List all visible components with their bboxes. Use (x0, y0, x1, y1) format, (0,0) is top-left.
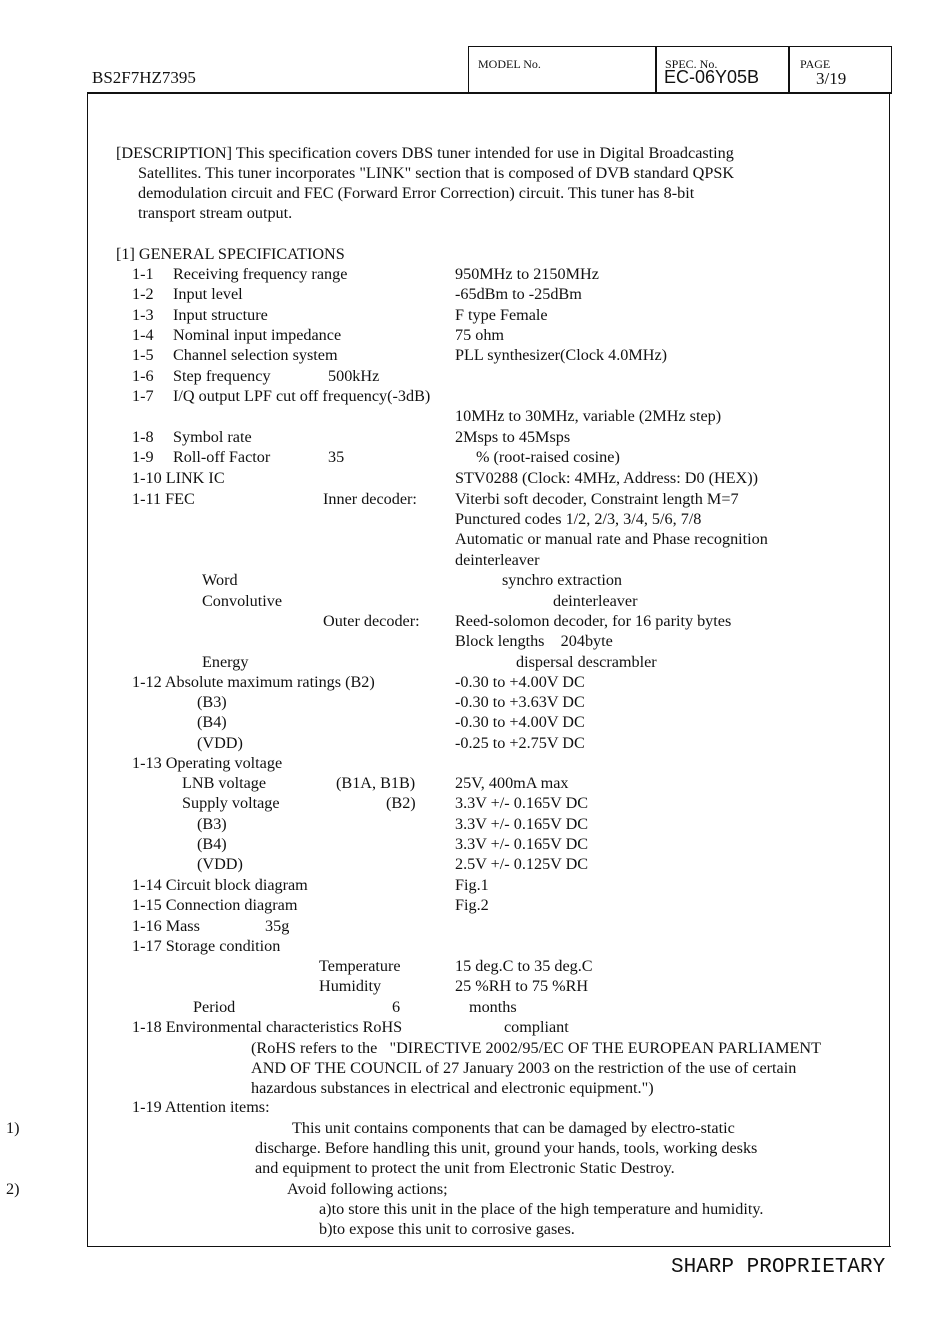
attention-marker: 1) (6, 1119, 20, 1137)
spec-num: 1-1 (132, 265, 154, 283)
spec-label: (B4) (197, 835, 227, 853)
spec-label: (VDD) (197, 734, 243, 752)
spec-value: Block lengths 204byte (455, 632, 613, 650)
spec-label: 1-16 Mass (132, 917, 200, 935)
spec-label: (B1A, B1B) (336, 774, 416, 792)
spec-value: Reed-solomon decoder, for 16 parity bytes (455, 612, 732, 630)
spec-value: 15 deg.C to 35 deg.C (455, 957, 593, 975)
spec-value: synchro extraction (502, 571, 623, 589)
spec-label: 1-15 Connection diagram (132, 896, 298, 914)
spec-value: compliant (504, 1018, 569, 1036)
spec-label: Word (202, 571, 238, 589)
spec-value: 6 (392, 998, 401, 1016)
spec-value: Automatic or manual rate and Phase recognition (455, 530, 768, 548)
spec-value: Fig.2 (455, 896, 489, 914)
spec-label: 1-11 FEC (132, 490, 195, 508)
model-number-label: MODEL No. (478, 57, 541, 71)
page-label: PAGE (800, 57, 831, 71)
spec-num: 1-9 (132, 448, 154, 466)
spec-value: -0.30 to +4.00V DC (455, 713, 585, 731)
spec-label: Step frequency (173, 367, 271, 385)
spec-label: 1-13 Operating voltage (132, 754, 283, 772)
fec-inner-label: Inner decoder: (323, 490, 417, 508)
rohs-note: hazardous substances in electrical and electronic equipment.") (251, 1079, 654, 1097)
spec-value: 2Msps to 45Msps (455, 428, 571, 446)
spec-num: 1-7 (132, 387, 154, 405)
spec-value: Fig.1 (455, 876, 489, 894)
rohs-note: AND OF THE COUNCIL of 27 January 2003 on the restriction of the use of certain (251, 1059, 797, 1077)
spec-num: 1-2 (132, 285, 154, 303)
spec-label: Input structure (173, 306, 268, 324)
fec-outer-label: Outer decoder: (323, 612, 420, 630)
spec-num: 1-4 (132, 326, 154, 344)
spec-label: 1-19 Attention items: (132, 1098, 270, 1116)
attention-text: a)to store this unit in the place of the high temperature and humidity. (319, 1200, 764, 1218)
spec-value: Punctured codes 1/2, 2/3, 3/4, 5/6, 7/8 (455, 510, 702, 528)
spec-num: 1-8 (132, 428, 154, 446)
spec-value: Viterbi soft decoder, Constraint length M=7 (455, 490, 739, 508)
model-number-box (468, 46, 657, 94)
spec-label: 1-17 Storage condition (132, 937, 281, 955)
spec-value: 3.3V +/- 0.165V DC (455, 794, 589, 812)
spec-label: LNB voltage (182, 774, 267, 792)
spec-value: PLL synthesizer(Clock 4.0MHz) (455, 346, 668, 364)
spec-value: % (root-raised cosine) (476, 448, 620, 466)
document-id: BS2F7HZ7395 (92, 68, 196, 87)
spec-label: Temperature (319, 957, 401, 975)
spec-label: Receiving frequency range (173, 265, 348, 283)
spec-number-label: SPEC. No. (665, 57, 718, 71)
spec-label: Nominal input impedance (173, 326, 342, 344)
spec-value: 2.5V +/- 0.125V DC (455, 855, 589, 873)
spec-label: Channel selection system (173, 346, 338, 364)
spec-num: 1-3 (132, 306, 154, 324)
spec-value: 3.3V +/- 0.165V DC (455, 835, 589, 853)
spec-label: Roll-off Factor (173, 448, 271, 466)
spec-label: Convolutive (202, 592, 283, 610)
spec-label: Input level (173, 285, 243, 303)
spec-label: Humidity (319, 977, 382, 995)
spec-label: (B4) (197, 713, 227, 731)
spec-value: 35 (328, 448, 345, 466)
spec-value: deinterleaver (553, 592, 638, 610)
attention-text: This unit contains components that can be damaged by electro-static (292, 1119, 735, 1137)
proprietary-notice: SHARP PROPRIETARY (671, 1256, 886, 1279)
spec-label: Energy (202, 653, 249, 671)
page-number-box (788, 46, 892, 94)
spec-value: -0.30 to +4.00V DC (455, 673, 585, 691)
spec-value: 950MHz to 2150MHz (455, 265, 599, 283)
spec-label: (VDD) (197, 855, 243, 873)
spec-label: (B3) (197, 693, 227, 711)
spec-value: -0.25 to +2.75V DC (455, 734, 585, 752)
attention-text: discharge. Before handling this unit, ground your hands, tools, working desks (255, 1139, 758, 1157)
spec-value: 3.3V +/- 0.165V DC (455, 815, 589, 833)
spec-label: 1-18 Environmental characteristics RoHS (132, 1018, 403, 1036)
spec-label: Symbol rate (173, 428, 252, 446)
spec-label: (B3) (197, 815, 227, 833)
description-line: transport stream output. (138, 204, 293, 222)
spec-value: dispersal descrambler (516, 653, 657, 671)
spec-value: 25V, 400mA max (455, 774, 569, 792)
spec-value: months (469, 998, 517, 1016)
attention-marker: 2) (6, 1180, 20, 1198)
spec-label: 1-12 Absolute maximum ratings (B2) (132, 673, 375, 691)
spec-label: 1-14 Circuit block diagram (132, 876, 308, 894)
spec-number-value: EC-06Y05B (664, 67, 760, 87)
rohs-note: (RoHS refers to the "DIRECTIVE 2002/95/EC OF THE EUROPEAN PARLIAMENT (251, 1039, 821, 1057)
spec-label: 1-10 LINK IC (132, 469, 225, 487)
spec-label: (B2) (386, 794, 416, 812)
spec-value: 75 ohm (455, 326, 505, 344)
spec-value: 10MHz to 30MHz, variable (2MHz step) (455, 407, 722, 425)
spec-value: F type Female (455, 306, 548, 324)
attention-text: Avoid following actions; (287, 1180, 448, 1198)
description-line: Satellites. This tuner incorporates "LINK" section that is composed of DVB standard QPSK (138, 164, 735, 182)
spec-value: 35g (265, 917, 290, 935)
attention-text: and equipment to protect the unit from Electronic Static Destroy. (255, 1159, 675, 1177)
spec-value: 500kHz (328, 367, 380, 385)
spec-number-box (655, 46, 790, 94)
spec-label: Supply voltage (182, 794, 280, 812)
description-line: demodulation circuit and FEC (Forward Error Correction) circuit. This tuner has 8-bit (138, 184, 695, 202)
spec-value: 25 %RH to 75 %RH (455, 977, 589, 995)
frame-bottom-rule (87, 1246, 891, 1247)
section-heading: [1] GENERAL SPECIFICATIONS (116, 245, 345, 263)
page-number-value: 3/19 (816, 69, 847, 88)
spec-value: deinterleaver (455, 551, 540, 569)
spec-num: 1-5 (132, 346, 154, 364)
spec-num: 1-6 (132, 367, 154, 385)
spec-value: STV0288 (Clock: 4MHz, Address: D0 (HEX)) (455, 469, 759, 487)
spec-value: -65dBm to -25dBm (455, 285, 582, 303)
description-line: [DESCRIPTION] This specification covers DBS tuner intended for use in Digital Broadcasting (116, 144, 734, 162)
spec-label: Period (193, 998, 236, 1016)
spec-value: -0.30 to +3.63V DC (455, 693, 585, 711)
attention-text: b)to expose this unit to corrosive gases. (319, 1220, 575, 1238)
spec-label: I/Q output LPF cut off frequency(-3dB) (173, 387, 431, 405)
